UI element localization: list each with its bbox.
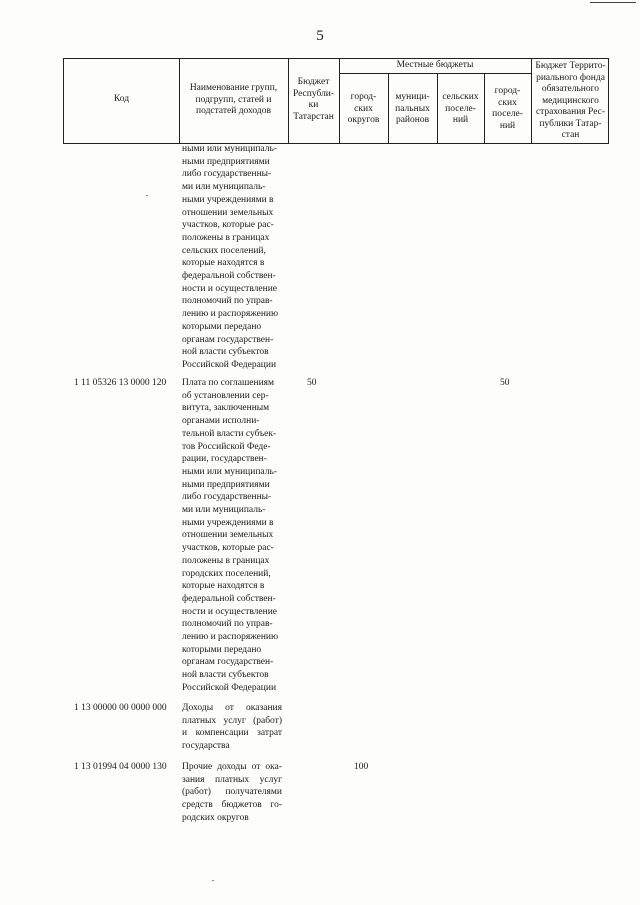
header-name: Наименование групп, подгрупп, статей и подстатей доходов (189, 83, 278, 116)
row-continuation-description: ными или муниципаль- ными предприятиями либо государственны- ми или муниципаль- ными учреждениями в отношении земельных участков, которые рас- положены в границах сельских поселений, которые находятся в федеральной собствен- ности и осуществление полномочий по управ- лению и распоряжению которыми передано органам государствен- ной власти субъектов Российской Федерации (182, 144, 279, 370)
scan-speck (146, 195, 148, 196)
header-municipal-districts: муници- пальных районов (395, 92, 430, 125)
row-city-districts-value: 100 (354, 762, 369, 772)
header-rural-settlements: сельских поселе- ний (442, 92, 479, 125)
header-code: Код (113, 94, 130, 104)
subheader-divider (339, 73, 531, 74)
header-urban-settlements: город- ских поселе- ний (492, 86, 523, 131)
header-local-budgets: Местные бюджеты (396, 60, 474, 70)
row-code: 1 13 01994 04 0000 130 (74, 762, 167, 772)
table-header (63, 58, 609, 144)
row-description: Доходы от оказания платных услуг (работ) и компенсации затрат государства (182, 703, 282, 752)
row-code: 1 13 00000 00 0000 000 (74, 703, 167, 713)
page-number: 5 (316, 28, 324, 44)
row-description: Прочие доходы от ока- зания платных услуг (работ) получателями средств бюджетов го- родских округов (182, 762, 282, 823)
row-description: Плата по соглашениям об установлении сер- витута, заключенным органами исполни- тельной власти субъек- тов Российской Феде- рации, государствен- ными или муниципаль- ными предприятиями либо государственны- ми или муниципаль- ными учреждениями в отношении земельных участков, которые рас- положены в границах городских поселений, которые находятся в федеральной собствен- ности и осуществление полномочий по управ- лению и распоряжению которыми передано органам государствен- ной власти субъектов Российской Федерации (182, 378, 279, 693)
top-rule (590, 2, 636, 3)
row-rt-budget-value: 50 (307, 378, 317, 388)
row-code: 1 11 05326 13 0000 120 (74, 378, 167, 388)
header-city-districts: город- ских округов (347, 92, 380, 125)
row-urban-settlements-value: 50 (500, 378, 510, 388)
header-rt-budget: Бюджет Республи- ки Татарстан (292, 77, 335, 122)
scan-speck (212, 880, 214, 881)
header-oms-fund: Бюджет Террито- риального фонда обязательного медицинского страхования Рес- публики Татар- стан (535, 61, 606, 140)
